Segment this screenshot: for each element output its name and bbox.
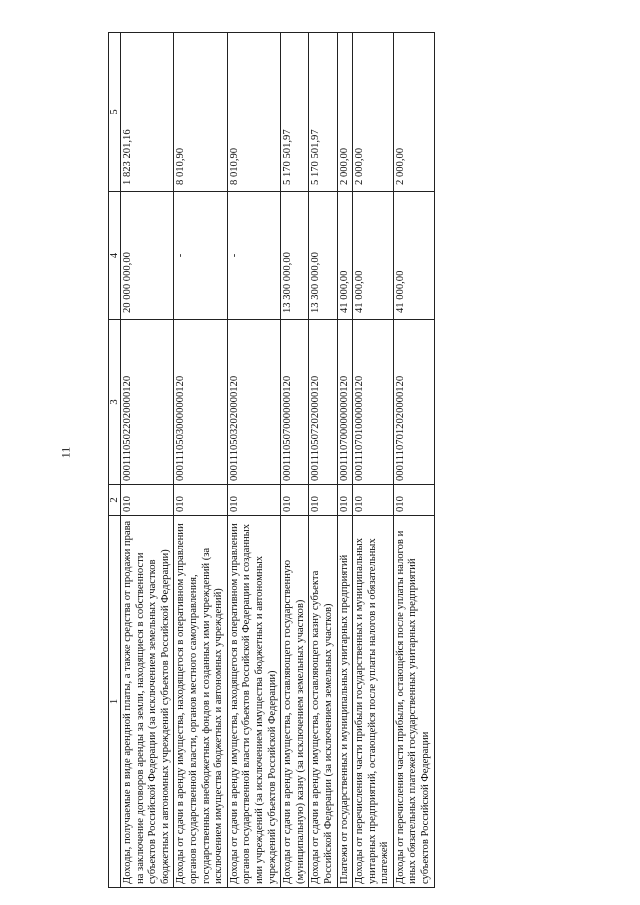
- row-admin-code: 010: [227, 485, 280, 516]
- row-name: Доходы от сдачи в аренду имущества, находящегося в оперативном управлении органов государственной власти, органов местного самоуправления, государственных внебюджетных фондов и созданных ими учреждений (за исключением имущества бюджетных и автономных учреждений): [174, 516, 227, 888]
- row-plan-amount: 41 000,00: [353, 192, 394, 320]
- header-col-4: 4: [109, 192, 121, 320]
- row-plan-amount: 13 300 000,00: [309, 192, 337, 320]
- table-body: [121, 33, 435, 888]
- header-col-5: 5: [109, 33, 121, 192]
- row-name: Доходы от сдачи в аренду имущества, находящегося в оперативном управлении органов государственной власти субъектов Российской Федерации и созданных ими учреждений (за исключением имущества бюджетных и автономных учреждений субъектов Российской Федерации): [227, 516, 280, 888]
- row-name: Доходы от сдачи в аренду имущества, составляющего государственную (муниципальную) казну (за исключением земельных участков): [281, 516, 309, 888]
- row-budget-code: 00011105072020000120: [309, 320, 337, 485]
- revenue-table: [108, 32, 435, 888]
- row-fact-amount: 1 823 201,16: [121, 33, 174, 192]
- header-row: [109, 33, 121, 888]
- row-plan-amount: -: [227, 192, 280, 320]
- row-budget-code: 00011107000000000120: [337, 320, 353, 485]
- page-number: 11: [58, 446, 73, 459]
- table-row: [174, 33, 227, 888]
- row-admin-code: 010: [174, 485, 227, 516]
- row-budget-code: 00011105070000000120: [281, 320, 309, 485]
- table-row: [281, 33, 309, 888]
- table-header: [109, 33, 121, 888]
- header-col-2: 2: [109, 485, 121, 516]
- rotated-page-content: [108, 33, 630, 888]
- table-row: [309, 33, 337, 888]
- row-budget-code: 00011107012020000120: [393, 320, 434, 485]
- row-name: Доходы от сдачи в аренду имущества, составляющего казну субъекта Российской Федерации (за исключением земельных участков): [309, 516, 337, 888]
- row-fact-amount: 2 000,00: [393, 33, 434, 192]
- row-fact-amount: 8 010,90: [174, 33, 227, 192]
- header-col-3: 3: [109, 320, 121, 485]
- row-admin-code: 010: [281, 485, 309, 516]
- row-plan-amount: 41 000,00: [337, 192, 353, 320]
- row-fact-amount: 2 000,00: [353, 33, 394, 192]
- row-admin-code: 010: [353, 485, 394, 516]
- header-col-1: 1: [109, 516, 121, 888]
- table-row: [337, 33, 353, 888]
- row-name: Доходы, получаемые в виде арендной платы, а также средства от продажи права на заключение договоров аренды за земли, находящиеся в собственности субъектов Российской Федерации (за исключением земельных участков бюджетных и автономных учреждений субъектов Российской Федерации): [121, 516, 174, 888]
- row-budget-code: 00011105032020000120: [227, 320, 280, 485]
- row-budget-code: 00011105022020000120: [121, 320, 174, 485]
- row-admin-code: 010: [393, 485, 434, 516]
- table-row: [393, 33, 434, 888]
- row-fact-amount: 5 170 501,97: [281, 33, 309, 192]
- row-plan-amount: -: [174, 192, 227, 320]
- row-fact-amount: 2 000,00: [337, 33, 353, 192]
- row-plan-amount: 41 000,00: [393, 192, 434, 320]
- row-fact-amount: 5 170 501,97: [309, 33, 337, 192]
- row-fact-amount: 8 010,90: [227, 33, 280, 192]
- row-plan-amount: 20 000 000,00: [121, 192, 174, 320]
- row-budget-code: 00011107010000000120: [353, 320, 394, 485]
- table-row: [121, 33, 174, 888]
- row-name: Доходы от перечисления части прибыли, остающейся после уплаты налогов и иных обязательных платежей государственных унитарных предприятий субъектов Российской Федерации: [393, 516, 434, 888]
- row-name: Платежи от государственных и муниципальных унитарных предприятий: [337, 516, 353, 888]
- row-name: Доходы от перечисления части прибыли государственных и муниципальных унитарных предприятий, остающейся после уплаты налогов и обязательных платежей: [353, 516, 394, 888]
- row-admin-code: 010: [309, 485, 337, 516]
- row-admin-code: 010: [337, 485, 353, 516]
- table-row: [227, 33, 280, 888]
- table-row: [353, 33, 394, 888]
- row-admin-code: 010: [121, 485, 174, 516]
- row-budget-code: 00011105030000000120: [174, 320, 227, 485]
- row-plan-amount: 13 300 000,00: [281, 192, 309, 320]
